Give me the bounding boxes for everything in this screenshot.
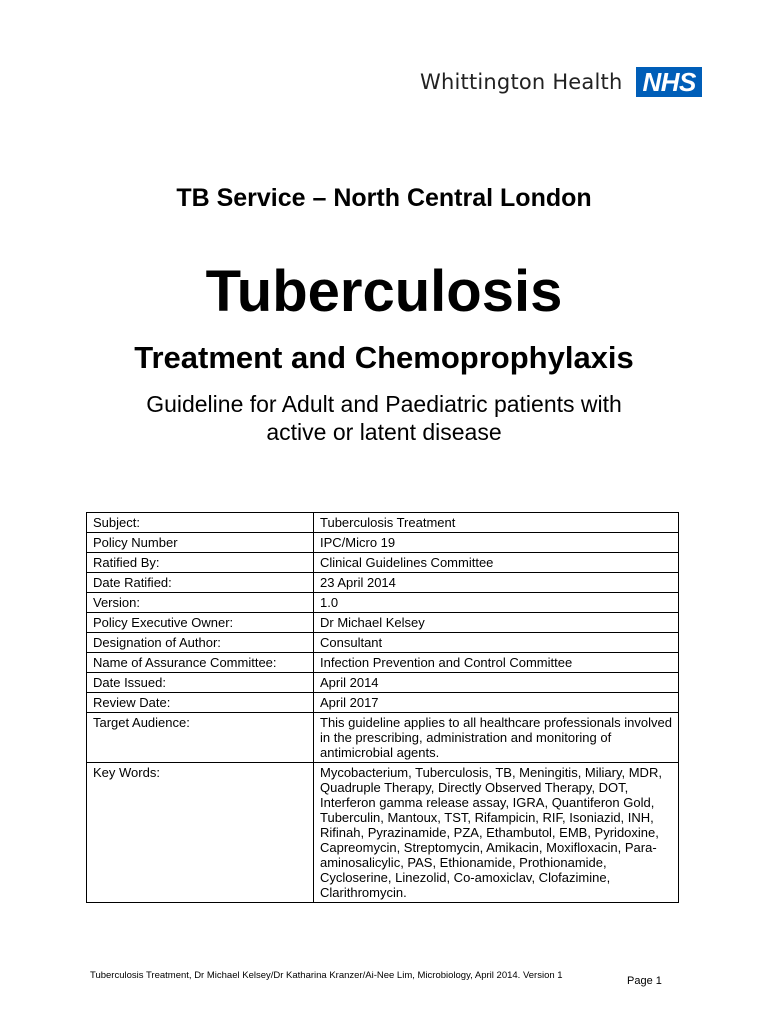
service-heading: TB Service – North Central London — [176, 184, 592, 212]
table-row — [87, 673, 679, 693]
table-row — [87, 653, 679, 673]
row-label: Designation of Author: — [87, 633, 314, 653]
guideline-description — [0, 390, 768, 446]
footer-citation: Tuberculosis Treatment, Dr Michael Kelsey/Dr Katharina Kranzer/Ai-Nee Lim, Microbiology, April 2014. Version 1 — [90, 970, 563, 981]
row-value: Dr Michael Kelsey — [314, 613, 679, 633]
table-row — [87, 553, 679, 573]
table-row — [87, 513, 679, 533]
row-value: April 2014 — [314, 673, 679, 693]
row-value: Mycobacterium, Tuberculosis, TB, Meningitis, Miliary, MDR, Quadruple Therapy, Directly Observed Therapy, DOT, Interferon gamma release assay, IGRA, Quantiferon Gold, Tuberculin, Mantoux, TST, Rifampicin, RIF, Isoniazid, INH, Rifinah, Pyrazinamide, PZA, Ethambutol, EMB, Pyridoxine, Capreomycin, Streptomycin, Amikacin, Moxifloxacin, Para-aminosalicylic, PAS, Ethionamide, Prothionamide, Cycloserine, Linezolid, Co-amoxiclav, Clofazimine, Clarithromycin. — [314, 763, 679, 903]
table-row — [87, 533, 679, 553]
row-label: Date Issued: — [87, 673, 314, 693]
row-label: Policy Number — [87, 533, 314, 553]
table-row — [87, 613, 679, 633]
row-label: Date Ratified: — [87, 573, 314, 593]
row-value: 1.0 — [314, 593, 679, 613]
table-row — [87, 763, 679, 903]
row-value: April 2017 — [314, 693, 679, 713]
row-label: Key Words: — [87, 763, 314, 903]
page-number: Page 1 — [627, 975, 662, 987]
row-value: 23 April 2014 — [314, 573, 679, 593]
table-row — [87, 633, 679, 653]
document-subtitle: Treatment and Chemoprophylaxis — [134, 340, 634, 375]
row-value: IPC/Micro 19 — [314, 533, 679, 553]
row-label: Review Date: — [87, 693, 314, 713]
row-value: Tuberculosis Treatment — [314, 513, 679, 533]
row-label: Policy Executive Owner: — [87, 613, 314, 633]
row-value: Clinical Guidelines Committee — [314, 553, 679, 573]
row-value: Consultant — [314, 633, 679, 653]
table-row — [87, 593, 679, 613]
table-row — [87, 573, 679, 593]
organisation-logo — [420, 66, 702, 98]
policy-metadata-table — [86, 512, 679, 903]
row-label: Name of Assurance Committee: — [87, 653, 314, 673]
guideline-line-1: Guideline for Adult and Paediatric patients with — [146, 391, 622, 417]
organisation-name: Whittington Health — [420, 70, 623, 94]
row-label: Version: — [87, 593, 314, 613]
guideline-line-2: active or latent disease — [266, 419, 502, 445]
table-row — [87, 713, 679, 763]
row-label: Subject: — [87, 513, 314, 533]
row-value: This guideline applies to all healthcare professionals involved in the prescribing, administration and monitoring of antimicrobial agents. — [314, 713, 679, 763]
row-label: Target Audience: — [87, 713, 314, 763]
document-title: Tuberculosis — [205, 259, 563, 324]
row-value: Infection Prevention and Control Committee — [314, 653, 679, 673]
row-label: Ratified By: — [87, 553, 314, 573]
nhs-badge: NHS — [636, 67, 701, 97]
table-row — [87, 693, 679, 713]
